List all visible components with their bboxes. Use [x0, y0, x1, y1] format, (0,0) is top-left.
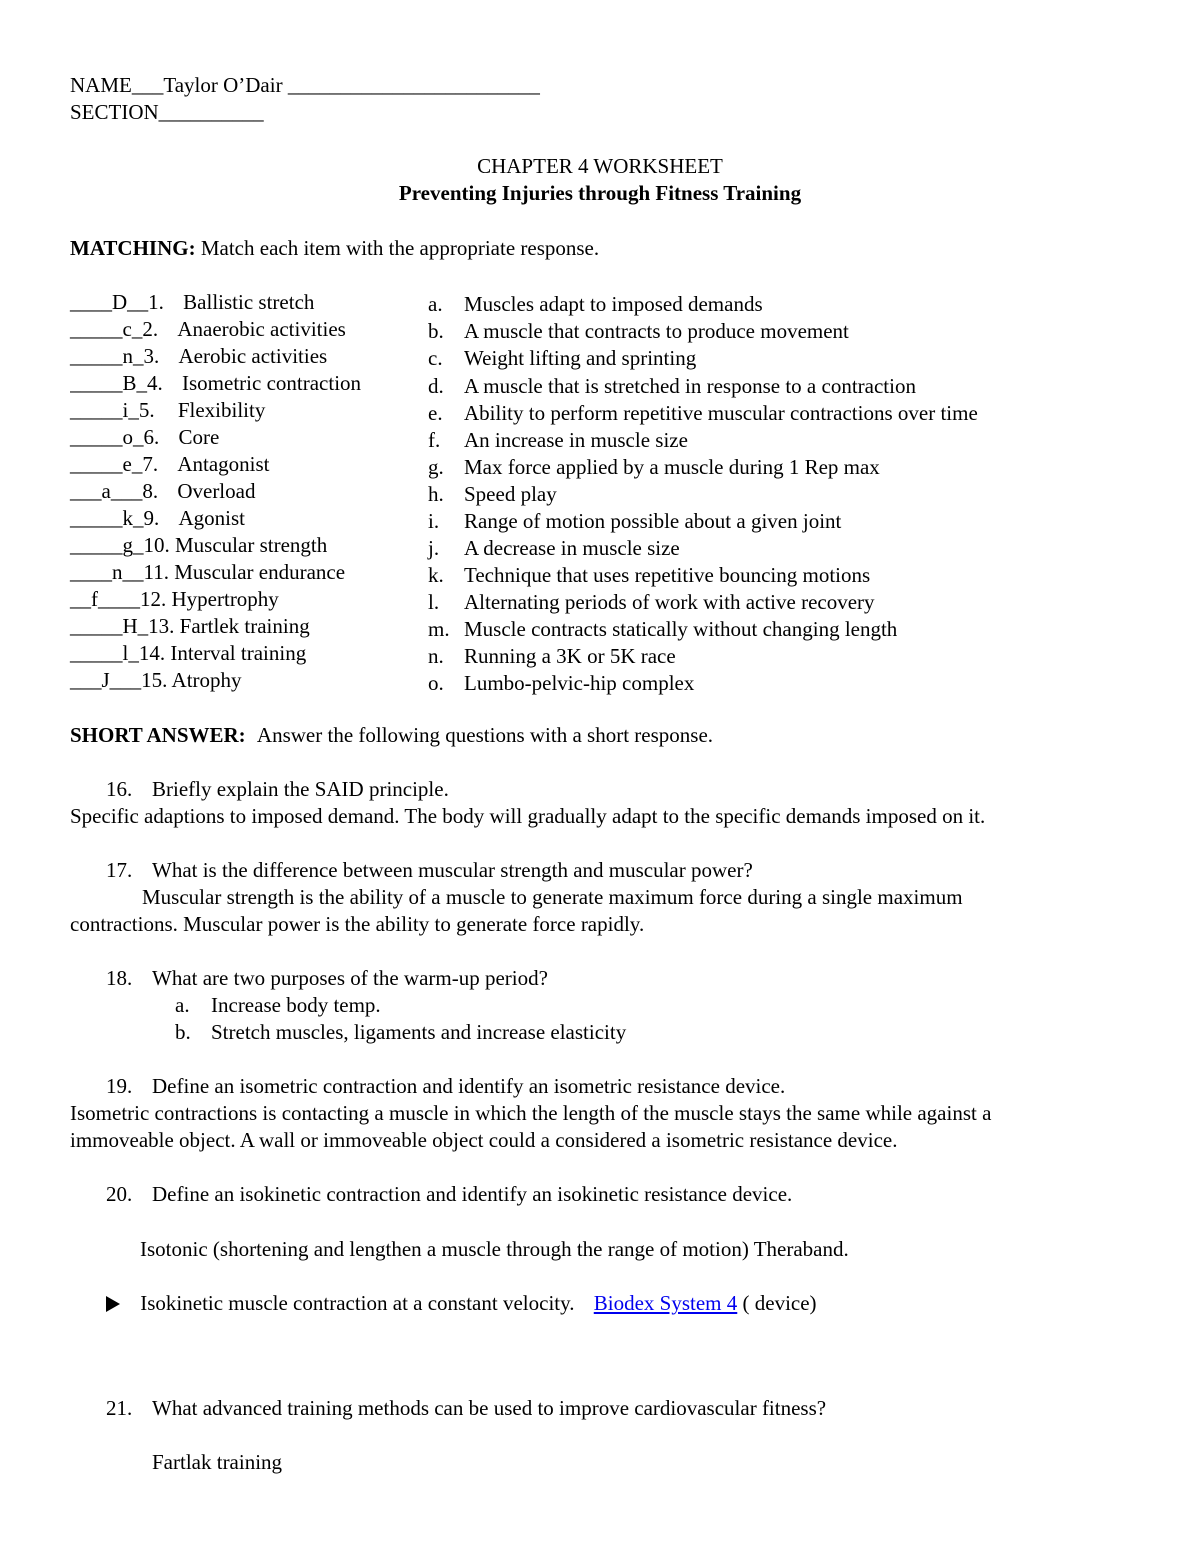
response-item	[428, 400, 978, 427]
response-item	[428, 427, 688, 454]
response-text: Weight lifting and sprinting	[464, 346, 697, 370]
question-number: 18.	[106, 966, 133, 990]
response-letter: b.	[428, 319, 444, 343]
answer-16: Specific adaptions to imposed demand. The body will gradually adapt to the specific demands imposed on it.	[70, 804, 986, 828]
response-text: Technique that uses repetitive bouncing motions	[464, 563, 871, 587]
section-label: SECTION	[70, 100, 159, 124]
list-letter: b.	[175, 1020, 191, 1044]
matching-item	[70, 505, 245, 532]
question-18	[106, 965, 548, 992]
term: Agonist	[178, 506, 246, 530]
after-link-text: ( device)	[737, 1291, 817, 1315]
response-text: An increase in muscle size	[464, 428, 688, 452]
term: Overload	[177, 479, 256, 503]
response-text: A muscle that is stretched in response to a contraction	[464, 374, 916, 398]
answer-19-line-1: Isometric contractions is contacting a muscle in which the length of the muscle stays the same while against a	[70, 1101, 992, 1125]
answer-blank: _____g_10.	[70, 533, 170, 557]
answer-20-bullet	[106, 1290, 817, 1317]
matching-item	[70, 532, 327, 559]
term: Flexibility	[177, 398, 266, 422]
answer-18-a	[175, 992, 381, 1019]
question-21	[106, 1395, 826, 1422]
matching-item	[70, 370, 386, 397]
matching-item	[70, 478, 255, 505]
matching-instruction: Match each item with the appropriate response.	[200, 236, 600, 260]
response-item	[428, 481, 557, 508]
response-item	[428, 291, 763, 318]
matching-item	[70, 397, 265, 424]
response-item	[428, 345, 696, 372]
question-number: 16.	[106, 777, 133, 801]
matching-item	[70, 289, 314, 316]
term: Anaerobic activities	[177, 317, 346, 341]
response-item	[428, 508, 841, 535]
name-line	[70, 72, 540, 99]
answer-17-line-1: Muscular strength is the ability of a muscle to generate maximum force during a single maximum	[142, 885, 963, 909]
question-number: 19.	[106, 1074, 133, 1098]
short-answer-header	[70, 722, 713, 749]
response-letter: o.	[428, 671, 444, 695]
question-19	[106, 1073, 785, 1100]
triangle-bullet-icon	[106, 1296, 120, 1312]
term: Ballistic stretch	[183, 290, 315, 314]
matching-header	[70, 235, 599, 262]
short-answer-label: SHORT ANSWER:	[70, 723, 246, 747]
term: Hypertrophy	[171, 587, 279, 611]
response-letter: c.	[428, 346, 443, 370]
answer-blank: _____e_7.	[70, 452, 159, 476]
answer-blank: _____c_2.	[70, 317, 159, 341]
response-letter: j.	[428, 536, 440, 560]
response-letter: i.	[428, 509, 440, 533]
response-text: A decrease in muscle size	[464, 536, 680, 560]
matching-label: MATCHING:	[70, 236, 196, 260]
question-20	[106, 1181, 792, 1208]
response-item	[428, 318, 849, 345]
response-letter: h.	[428, 482, 444, 506]
response-item	[428, 454, 880, 481]
response-item	[428, 670, 694, 697]
matching-item	[70, 424, 219, 451]
term: Core	[178, 425, 220, 449]
answer-blank: _____k_9.	[70, 506, 160, 530]
response-text: Muscles adapt to imposed demands	[464, 292, 763, 316]
name-value: ___Taylor O’Dair ________________________	[131, 73, 540, 97]
answer-blank: __f____12.	[70, 587, 167, 611]
response-item	[428, 589, 875, 616]
question-text: Define an isometric contraction and identify an isometric resistance device.	[152, 1074, 786, 1098]
response-item	[428, 373, 916, 400]
response-text: Alternating periods of work with active recovery	[464, 590, 875, 614]
answer-17-line-2: contractions. Muscular power is the ability to generate force rapidly.	[70, 912, 645, 936]
question-number: 17.	[106, 858, 133, 882]
response-text: Max force applied by a muscle during 1 Rep max	[464, 455, 880, 479]
list-letter: a.	[175, 993, 190, 1017]
response-letter: l.	[428, 590, 440, 614]
response-text: Running a 3K or 5K race	[464, 644, 676, 668]
response-item	[428, 562, 870, 589]
response-text: Ability to perform repetitive muscular contractions over time	[464, 401, 978, 425]
response-letter: m.	[428, 617, 450, 641]
answer-19-line-2: immoveable object. A wall or immoveable object could a considered a isometric resistance device.	[70, 1128, 898, 1152]
question-17	[106, 857, 753, 884]
worksheet-subtitle: Preventing Injuries through Fitness Training	[398, 181, 802, 205]
question-text: What is the difference between muscular strength and muscular power?	[152, 858, 753, 882]
response-letter: g.	[428, 455, 444, 479]
response-letter: e.	[428, 401, 443, 425]
matching-item	[70, 343, 327, 370]
response-letter: f.	[428, 428, 441, 452]
response-item	[428, 643, 676, 670]
question-text: What are two purposes of the warm-up period?	[152, 966, 548, 990]
term: Interval training	[170, 641, 307, 665]
question-number: 21.	[106, 1396, 133, 1420]
answer-18-b	[175, 1019, 626, 1046]
question-text: Briefly explain the SAID principle.	[152, 777, 449, 801]
answer-blank: _____l_14.	[70, 641, 166, 665]
term: Muscular endurance	[174, 560, 346, 584]
response-item	[428, 535, 680, 562]
matching-item	[70, 451, 270, 478]
response-text: Range of motion possible about a given joint	[464, 509, 842, 533]
response-item	[428, 616, 897, 643]
term: Aerobic activities	[178, 344, 328, 368]
question-text: What advanced training methods can be used to improve cardiovascular fitness?	[152, 1396, 827, 1420]
bullet-text: Isokinetic muscle contraction at a constant velocity.	[140, 1291, 575, 1315]
answer-20-line-1: Isotonic (shortening and lengthen a muscle through the range of motion) Theraband.	[140, 1237, 849, 1261]
matching-item	[70, 667, 242, 694]
list-text: Increase body temp.	[211, 993, 381, 1017]
name-label: NAME	[70, 73, 132, 97]
term: Fartlek training	[179, 614, 310, 638]
term: Muscular strength	[175, 533, 328, 557]
worksheet-title: CHAPTER 4 WORKSHEET	[477, 154, 723, 178]
response-letter: d.	[428, 374, 444, 398]
term: Antagonist	[177, 452, 270, 476]
response-text: Muscle contracts statically without changing length	[464, 617, 898, 641]
matching-item	[70, 559, 345, 586]
answer-blank: _____n_3.	[70, 344, 160, 368]
answer-21: Fartlak training	[152, 1450, 283, 1474]
answer-blank: ___J___15.	[70, 668, 168, 692]
matching-item	[70, 586, 279, 613]
matching-item	[70, 316, 346, 343]
section-value: __________	[158, 100, 264, 124]
answer-blank: ____n__11.	[70, 560, 169, 584]
answer-blank: _____H_13.	[70, 614, 175, 638]
biodex-link[interactable]: Biodex System 4	[593, 1291, 738, 1315]
response-letter: k.	[428, 563, 444, 587]
term: Atrophy	[171, 668, 242, 692]
response-letter: a.	[428, 292, 443, 316]
question-16	[106, 776, 449, 803]
short-answer-instruction: Answer the following questions with a short response.	[256, 723, 714, 747]
response-text: Lumbo-pelvic-hip complex	[464, 671, 695, 695]
section-line	[70, 99, 264, 126]
list-text: Stretch muscles, ligaments and increase elasticity	[211, 1020, 627, 1044]
response-text: A muscle that contracts to produce movement	[464, 319, 849, 343]
answer-blank: ____D__1.	[70, 290, 164, 314]
answer-blank: ___a___8.	[70, 479, 159, 503]
answer-blank: _____o_6.	[70, 425, 160, 449]
matching-item	[70, 613, 310, 640]
question-text: Define an isokinetic contraction and identify an isokinetic resistance device.	[152, 1182, 793, 1206]
response-letter: n.	[428, 644, 444, 668]
matching-item	[70, 640, 306, 667]
answer-blank: _____B_4.	[70, 371, 163, 395]
question-number: 20.	[106, 1182, 133, 1206]
response-text: Speed play	[464, 482, 557, 506]
term: Isometric contraction	[182, 371, 362, 395]
answer-blank: _____i_5.	[70, 398, 155, 422]
